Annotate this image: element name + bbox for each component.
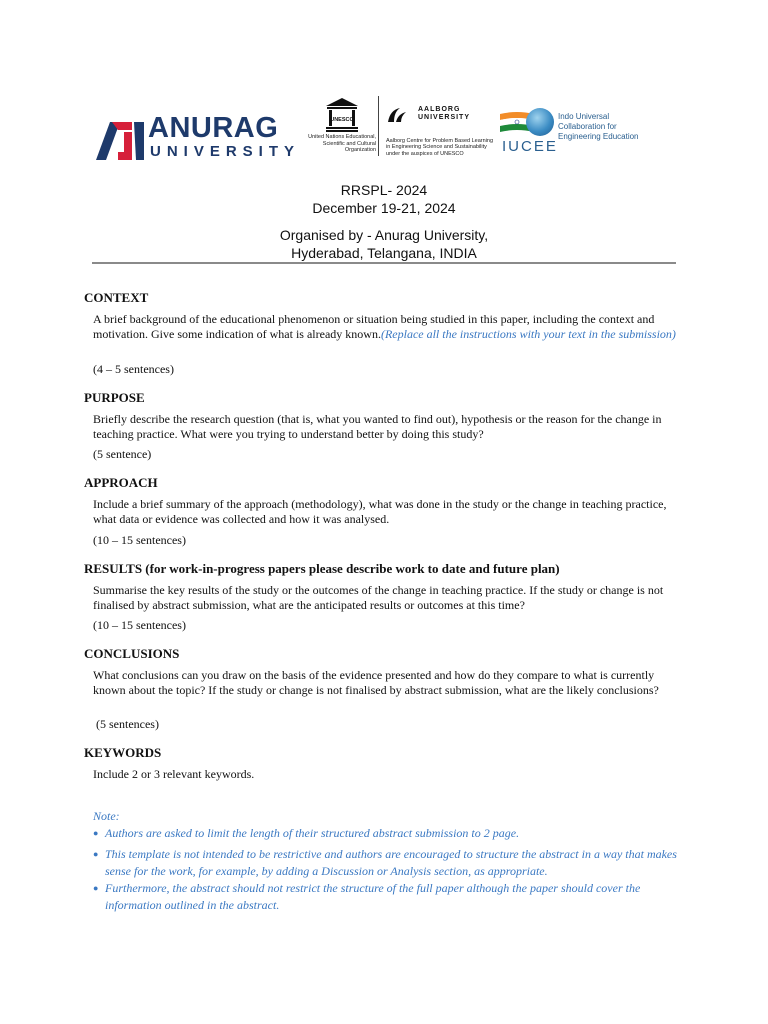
approach-text: Include a brief summary of the approach (methodology), what was done in the study or the change in teaching practice, what data or evidence was collected and how it was analysed. — [93, 497, 667, 526]
results-text: Summarise the key results of the study or the outcomes of the change in teaching practice. If the study or change is not finalised by abstract submission, what are the anticipated results or outcomes at this time? — [93, 583, 664, 612]
bullet-icon: ● — [93, 828, 99, 838]
iucee-logo — [498, 100, 658, 160]
aalborg-caption: Aalborg Centre for Problem Based Learning in Engineering Science and Sustainability under the auspices of UNESCO — [386, 138, 494, 157]
event-name: RRSPL- 2024 — [340, 182, 428, 198]
header-rule — [92, 262, 676, 264]
approach-count: (10 – 15 sentences) — [93, 533, 186, 547]
bullet-icon: ● — [93, 849, 99, 859]
unesco-caption: United Nations Educational, Scientific and Cultural Organization — [308, 134, 376, 153]
context-heading: CONTEXT — [84, 290, 149, 305]
conclusions-heading: CONCLUSIONS — [84, 646, 180, 661]
context-text: A brief background of the educational phenomenon or situation being studied in this paper, including the context and motivation. Give some indication of what is already known.(Replace all the instructions with your text in the submission) — [93, 312, 676, 341]
bullet-icon: ● — [93, 883, 99, 893]
note-label: Note: — [93, 809, 120, 823]
results-count: (10 – 15 sentences) — [93, 618, 186, 632]
event-dates: December 19-21, 2024 — [312, 200, 456, 216]
keywords-heading: KEYWORDS — [84, 745, 162, 760]
unesco-word: UNESCO — [330, 117, 354, 123]
results-heading: RESULTS (for work-in-progress papers please describe work to date and future plan) — [84, 561, 560, 576]
globe-icon — [526, 108, 554, 136]
anurag-name: ANURAG — [148, 112, 279, 144]
aalborg-wave-icon — [386, 106, 408, 124]
aalborg-logo — [384, 100, 494, 160]
purpose-text: Briefly describe the research question (that is, what you wanted to find out), hypothesis or the reason for the change in teaching practice. What were you trying to understand better by doing this study? — [93, 412, 662, 441]
anurag-sub: UNIVERSITY — [150, 143, 301, 160]
aalborg-name: AALBORG UNIVERSITY — [418, 106, 471, 121]
purpose-heading: PURPOSE — [84, 390, 145, 405]
logo-divider — [378, 96, 379, 156]
organiser-line-2: Hyderabad, Telangana, INDIA — [291, 245, 477, 261]
unesco-temple-icon — [326, 98, 358, 132]
iucee-word: IUCEE — [502, 138, 558, 155]
keywords-text: Include 2 or 3 relevant keywords. — [93, 767, 255, 781]
conclusions-text: What conclusions can you draw on the basis of the evidence presented and how do they compare to what is currently known about the topic? If the study or change is not finalised by abstract submission, what are the likely conclusions? — [93, 668, 659, 697]
context-count: (4 – 5 sentences) — [93, 362, 174, 376]
anurag-university-logo — [96, 112, 301, 162]
purpose-count: (5 sentence) — [93, 447, 152, 461]
anurag-emblem-icon — [96, 116, 146, 160]
organiser-line-1: Organised by - Anurag University, — [279, 227, 489, 243]
iucee-tagline: Indo Universal Collaboration for Engineering Education — [558, 112, 639, 141]
conclusions-count: (5 sentences) — [96, 717, 159, 731]
unesco-logo — [304, 96, 380, 160]
approach-heading: APPROACH — [84, 475, 158, 490]
instruction-note: (Replace all the instructions with your text in the submission) — [380, 326, 676, 341]
